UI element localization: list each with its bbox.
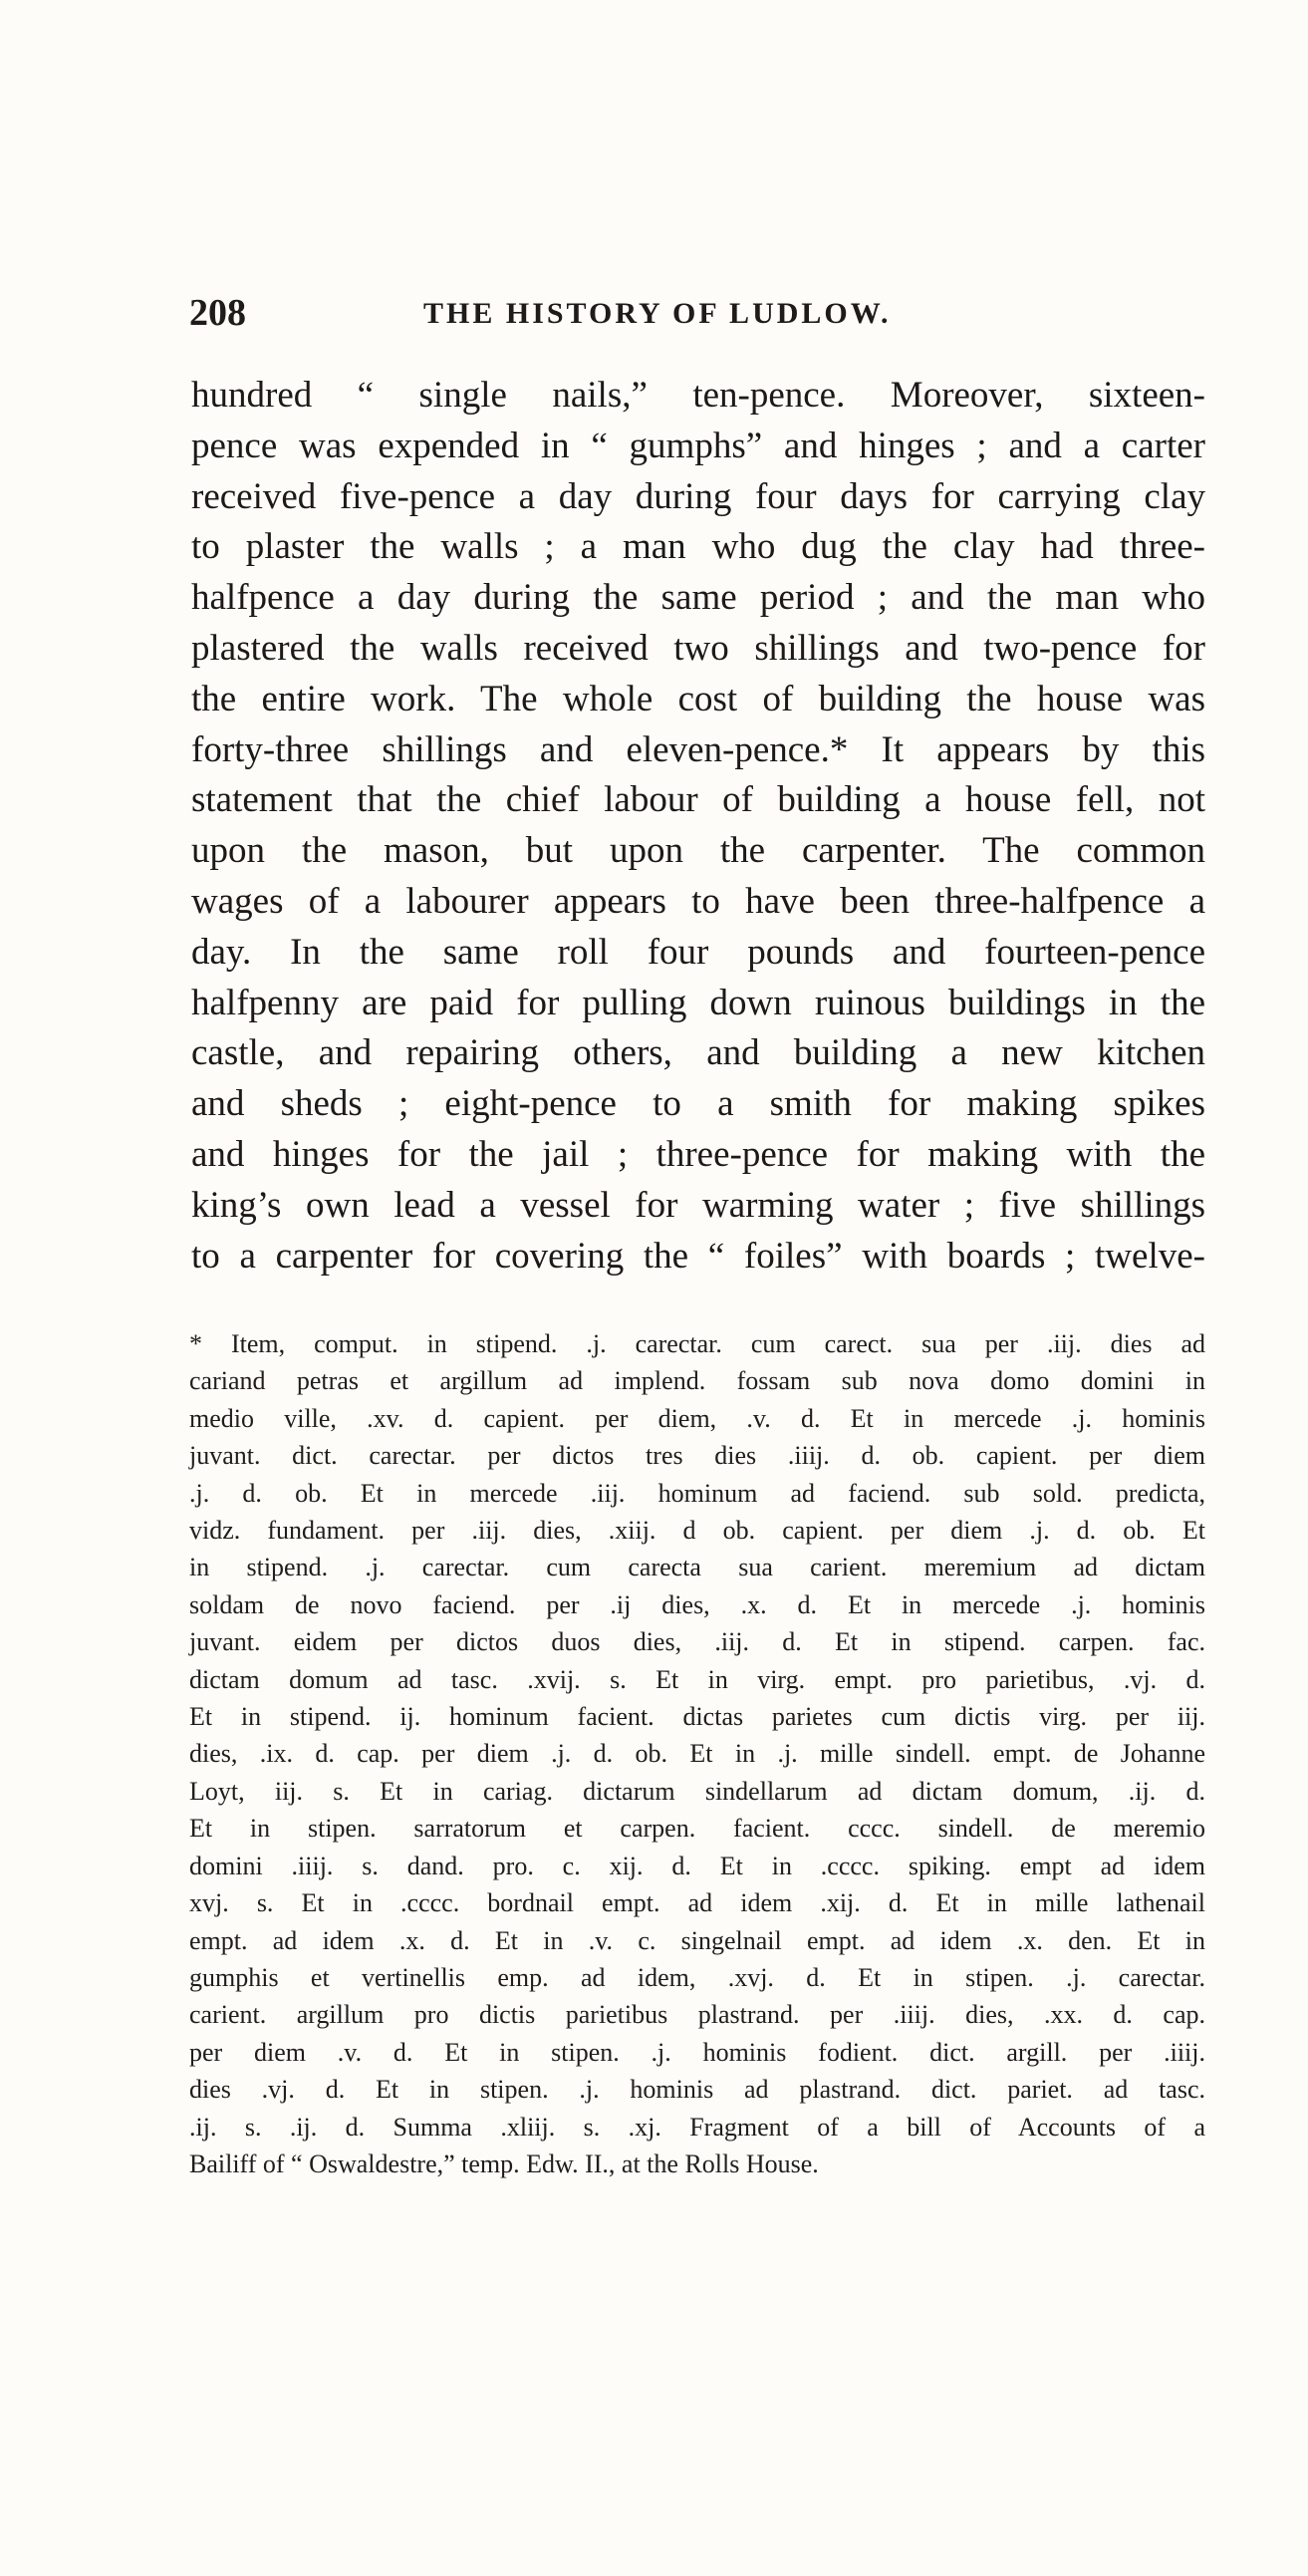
body-line: plastered the walls received two shillings and two-pence for (191, 627, 1205, 669)
footnote-line: dies, .ix. d. cap. per diem .j. d. ob. Et in .j. mille sindell. empt. de Johanne (189, 1739, 1205, 1769)
footnote (189, 1325, 1205, 2182)
footnote-line: soldam de novo faciend. per .ij dies, .x. d. Et in mercede .j. hominis (189, 1589, 1205, 1619)
page-number: 208 (189, 292, 246, 334)
body-line: halfpence a day during the same period ; and the man who (191, 577, 1205, 619)
footnote-line: medio ville, .xv. d. capient. per diem, .v. d. Et in mercede .j. hominis (189, 1403, 1205, 1433)
page-header (189, 291, 1185, 341)
footnote-line: xvj. s. Et in .cccc. bordnail empt. ad idem .xij. d. Et in mille lathenail (189, 1888, 1205, 1918)
body-line: king’s own lead a vessel for warming water ; five shillings (191, 1184, 1205, 1226)
footnote-line: empt. ad idem .x. d. Et in .v. c. singelnail empt. ad idem .x. den. Et in (189, 1925, 1205, 1955)
footnote-line: gumphis et vertinellis emp. ad idem, .xvj. d. Et in stipen. .j. carectar. (189, 1962, 1205, 1992)
footnote-line: cariand petras et argillum ad implend. fossam sub nova domo domini in (189, 1366, 1205, 1396)
body-line: and hinges for the jail ; three-pence for making with the (191, 1133, 1205, 1175)
footnote-line: Loyt, iij. s. Et in cariag. dictarum sindellarum ad dictam domum, .ij. d. (189, 1776, 1205, 1806)
footnote-line: carient. argillum pro dictis parietibus plastrand. per .iiij. dies, .xx. d. cap. (189, 2000, 1205, 2030)
footnote-line: .ij. s. .ij. d. Summa .xliij. s. .xj. Fragment of a bill of Accounts of a (189, 2112, 1205, 2142)
footnote-line: Et in stipen. sarratorum et carpen. facient. cccc. sindell. de meremio (189, 1814, 1205, 1844)
body-line: pence was expended in “ gumphs” and hinges ; and a carter (191, 425, 1205, 466)
running-title: THE HISTORY OF LUDLOW. (423, 297, 892, 330)
footnote-line: domini .iiij. s. dand. pro. c. xij. d. Et in .cccc. spiking. empt ad idem (189, 1851, 1205, 1880)
body-line: to a carpenter for covering the “ foiles” with boards ; twelve- (191, 1235, 1205, 1277)
footnote-line: dictam domum ad tasc. .xvij. s. Et in virg. empt. pro parietibus, .vj. d. (189, 1664, 1205, 1694)
body-line: castle, and repairing others, and building a new kitchen (191, 1032, 1205, 1074)
body-line: halfpenny are paid for pulling down ruinous buildings in the (191, 982, 1205, 1023)
footnote-line: dies .vj. d. Et in stipen. .j. hominis ad plastrand. dict. pariet. ad tasc. (189, 2075, 1205, 2105)
footnote-line: Et in stipend. ij. hominum facient. dictas parietes cum dictis virg. per iij. (189, 1702, 1205, 1732)
footnote-line: per diem .v. d. Et in stipen. .j. hominis fodient. dict. argill. per .iiij. (189, 2037, 1205, 2067)
footnote-line: Bailiff of “ Oswaldestre,” temp. Edw. II., at the Rolls House. (189, 2148, 819, 2178)
body-line: wages of a labourer appears to have been three-halfpence a (191, 880, 1205, 922)
main-paragraph (191, 371, 1205, 1282)
body-line: to plaster the walls ; a man who dug the clay had three- (191, 526, 1205, 568)
body-line: the entire work. The whole cost of building the house was (191, 678, 1205, 719)
footnote-line: juvant. eidem per dictos duos dies, .iij. d. Et in stipend. carpen. fac. (189, 1627, 1205, 1657)
footnote-line: .j. d. ob. Et in mercede .iij. hominum ad faciend. sub sold. predicta, (189, 1478, 1205, 1508)
body-line: day. In the same roll four pounds and fourteen-pence (191, 931, 1205, 973)
body-line: forty-three shillings and eleven-pence.* It appears by this (191, 728, 1205, 770)
body-line: hundred “ single nails,” ten-pence. Moreover, sixteen- (191, 375, 1205, 416)
body-line: received five-pence a day during four days for carrying clay (191, 475, 1205, 517)
body-line: and sheds ; eight-pence to a smith for making spikes (191, 1083, 1205, 1125)
footnote-line: vidz. fundament. per .iij. dies, .xiij. d ob. capient. per diem .j. d. ob. Et (189, 1516, 1205, 1546)
body-line: upon the mason, but upon the carpenter. The common (191, 830, 1205, 872)
body-line: statement that the chief labour of building a house fell, not (191, 779, 1205, 821)
footnote-line: in stipend. .j. carectar. cum carecta sua carient. meremium ad dictam (189, 1553, 1205, 1582)
footnote-line: juvant. dict. carectar. per dictos tres dies .iiij. d. ob. capient. per diem (189, 1441, 1205, 1471)
footnote-line: * Item, comput. in stipend. .j. carectar. cum carect. sua per .iij. dies ad (189, 1329, 1205, 1358)
